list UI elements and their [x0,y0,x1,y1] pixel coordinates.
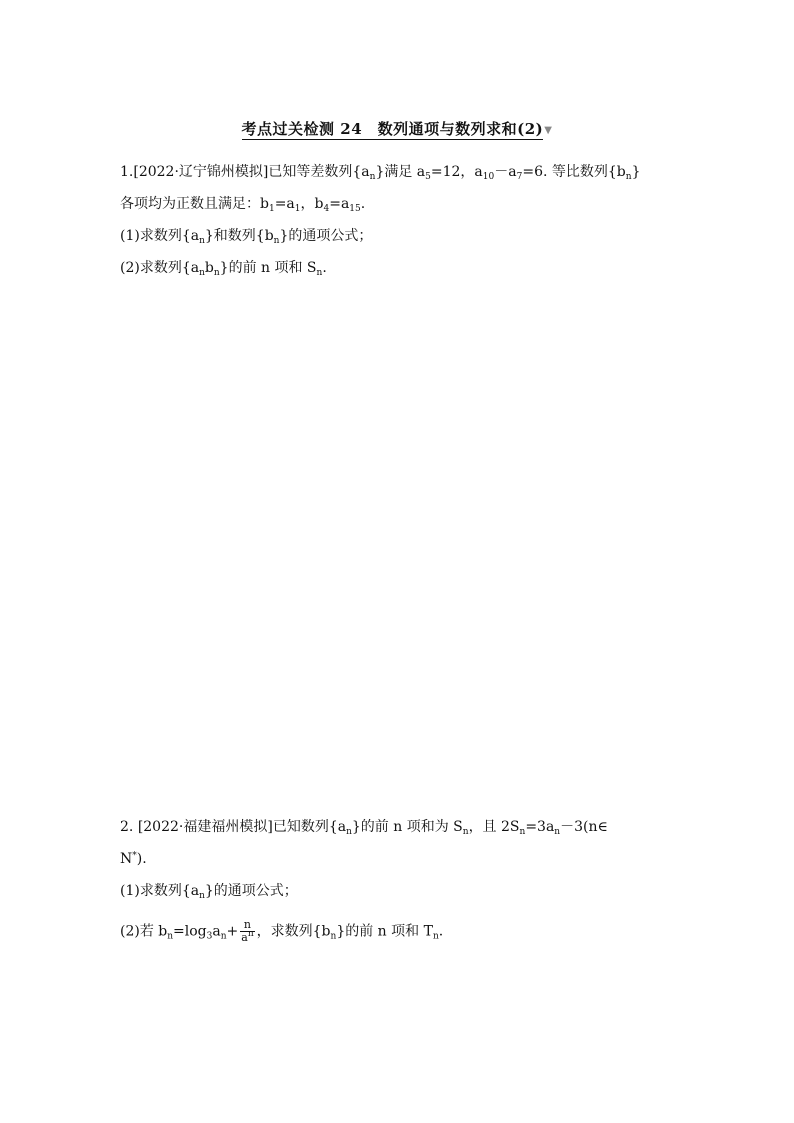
page-title [0,118,794,139]
q1-text: }的通项公式； [279,228,373,244]
q2-stem-line1 [120,818,608,836]
subscript: 10 [482,172,495,182]
subscript: 4 [323,204,330,214]
superscript: n [247,929,254,939]
q1-text: =a [329,196,350,212]
q1-text: =6. 等比数列{b [522,164,626,180]
q1-part1 [120,227,372,245]
q2-text: 已知数列{a [272,819,347,835]
q1-part2 [120,259,327,277]
q1-text: =a [274,196,295,212]
q2-text: a [212,923,221,940]
subscript: n [554,827,561,837]
subscript: n [519,827,526,837]
subscript: n [316,268,323,278]
q2-text: a [241,931,248,944]
q1-stem-line1 [120,163,640,181]
q2-text: (1)求数列{a [120,883,200,899]
q2-text: }的前 n 项和为 S [351,819,463,835]
fraction [240,919,254,944]
subscript: n [273,236,280,246]
subscript: n [330,931,337,942]
subscript: n [199,268,205,278]
q2-text: }的前 n 项和 T [336,923,433,940]
dropdown-triangle-icon: ▼ [544,125,553,136]
q2-text: ). [136,851,147,867]
q2-text: －3(n∈ [560,819,608,835]
q1-text: 已知等差数列{a [268,164,370,180]
q1-text: －a [494,164,517,180]
q2-text: . [438,923,444,940]
q1-text: . [322,260,327,276]
q1-text: }的前 n 项和 S [219,260,317,276]
q2-stem-line2 [120,850,147,868]
subscript: n [220,931,227,942]
q2-number: 2. [120,819,134,835]
subscript: n [167,931,174,942]
q1-text: 各项均为正数且满足：b [120,196,269,212]
subscript: n [462,827,469,837]
q1-text: . [360,196,366,212]
subscript: n [199,891,205,901]
q2-source: [2022·福建福州模拟] [137,819,273,835]
q2-text: }的通项公式； [204,883,298,899]
subscript: n [346,827,352,837]
q2-text: ，求数列{b [256,923,331,940]
subscript: n [432,931,439,942]
subscript: 15 [349,204,361,214]
q2-part1 [120,882,298,900]
q1-text: ，b [300,196,324,212]
superscript: * [132,851,137,861]
q1-text: =12，a [430,164,483,180]
subscript: n [625,172,632,182]
q2-text: ，且 2S [468,819,520,835]
fraction-numerator: n [240,919,254,932]
q2-part2 [120,919,443,944]
subscript: n [213,268,220,278]
subscript: 3 [206,931,213,942]
q1-text: (2)求数列{a [120,260,200,276]
q2-text: (2)若 b [120,923,168,940]
q1-text: }满足 a [375,164,426,180]
q2-text: =log [173,923,207,940]
subscript: 1 [294,204,301,214]
q1-number: 1. [120,164,134,180]
q2-text: N [120,851,133,867]
title-text: 考点过关检测 24 数列通项与数列求和(2) [241,120,544,138]
q2-text: + [226,923,239,940]
fraction-denominator [240,929,254,944]
subscript: n [369,172,376,182]
subscript: 7 [516,172,523,182]
q1-text: b [204,260,214,276]
subscript: n [199,236,205,246]
q2-text: =3a [525,819,555,835]
q1-source: [2022·辽宁锦州模拟] [133,164,269,180]
q1-stem-line2 [120,195,365,213]
subscript: 5 [425,172,431,182]
q1-text: (1)求数列{a [120,228,200,244]
q1-text: }和数列{b [204,228,274,244]
q1-text: } [631,164,641,180]
subscript: 1 [268,204,275,214]
